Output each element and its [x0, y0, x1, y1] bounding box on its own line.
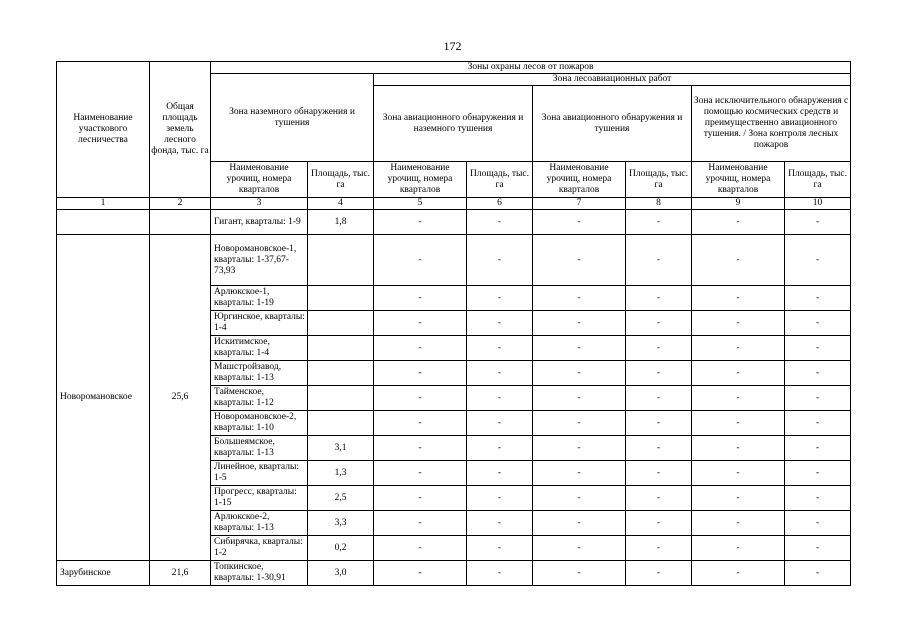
zone-value: - [785, 210, 851, 235]
zone-value: - [626, 411, 692, 436]
column-number: 5 [374, 198, 467, 210]
zone-value: - [533, 511, 626, 536]
zone-value: - [533, 311, 626, 336]
zone-value: - [533, 486, 626, 511]
zone-value: - [626, 386, 692, 411]
header-row-column-numbers [57, 198, 851, 210]
tract-name: Искитимское, кварталы: 1-4 [211, 336, 308, 361]
column-number: 7 [533, 198, 626, 210]
zone-value: - [626, 210, 692, 235]
zone-value: - [692, 361, 785, 386]
zone-value: - [692, 536, 785, 561]
zone-value: - [626, 561, 692, 586]
zone-value: - [626, 511, 692, 536]
zone-value: - [374, 235, 467, 286]
subheader-area: Площадь, тыс. га [785, 162, 851, 198]
header-district-name: Наименование участкового лесничества [57, 62, 150, 198]
zone-value: - [626, 361, 692, 386]
subheader-name: Наименование урочищ, номера кварталов [211, 162, 308, 198]
zone-value: - [533, 411, 626, 436]
tract-area: 2,5 [308, 486, 374, 511]
zone-value: - [374, 536, 467, 561]
header-zones-title: Зоны охраны лесов от пожаров [211, 62, 851, 74]
zone-value: - [467, 235, 533, 286]
tract-area [308, 235, 374, 286]
zone-value: - [374, 511, 467, 536]
tract-area [308, 286, 374, 311]
zone-value: - [374, 486, 467, 511]
zone-value: - [533, 461, 626, 486]
header-aviation-works-zone: Зона лесоавиационных работ [374, 74, 851, 86]
table-row [57, 561, 851, 586]
tract-area: 3,3 [308, 511, 374, 536]
tract-name: Юргинское, кварталы: 1-4 [211, 311, 308, 336]
tract-area [308, 386, 374, 411]
zone-value: - [785, 386, 851, 411]
zone-value: - [533, 386, 626, 411]
district-name [57, 210, 150, 235]
zone-value: - [533, 210, 626, 235]
zone-value: - [692, 210, 785, 235]
zone-value: - [626, 235, 692, 286]
zone-value: - [785, 286, 851, 311]
tract-area [308, 311, 374, 336]
tract-name: Машстройзавод, кварталы: 1-13 [211, 361, 308, 386]
district-name: Новоромановское [57, 235, 150, 561]
zone-value: - [692, 561, 785, 586]
forest-fire-zones-table [56, 61, 851, 586]
subheader-name: Наименование урочищ, номера кварталов [533, 162, 626, 198]
tract-area: 3,0 [308, 561, 374, 586]
zone-value: - [374, 386, 467, 411]
zone-value: - [785, 536, 851, 561]
zone-value: - [467, 361, 533, 386]
page-number: 172 [443, 39, 462, 53]
table-row [57, 210, 851, 235]
subheader-name: Наименование урочищ, номера кварталов [374, 162, 467, 198]
tract-area [308, 336, 374, 361]
zone-value: - [374, 286, 467, 311]
column-number: 4 [308, 198, 374, 210]
tract-name: Арлюкское-2, кварталы: 1-13 [211, 511, 308, 536]
zone-value: - [785, 561, 851, 586]
zone-value: - [692, 486, 785, 511]
column-number: 9 [692, 198, 785, 210]
tract-name: Тайменское, кварталы: 1-12 [211, 386, 308, 411]
header-space-zone: Зона исключительного обнаружения с помощью космических средств и преимущественно авиационного тушения. / Зона контроля лесных пожаров [692, 86, 851, 162]
zone-value: - [467, 311, 533, 336]
zone-value: - [533, 536, 626, 561]
zone-value: - [374, 336, 467, 361]
zone-value: - [374, 436, 467, 461]
subheader-name: Наименование урочищ, номера кварталов [692, 162, 785, 198]
zone-value: - [692, 511, 785, 536]
zone-value: - [374, 411, 467, 436]
zone-value: - [467, 386, 533, 411]
zone-value: - [533, 561, 626, 586]
zone-value: - [374, 561, 467, 586]
zone-value: - [692, 436, 785, 461]
zone-value: - [785, 411, 851, 436]
tract-name: Арлюкское-1, кварталы: 1-19 [211, 286, 308, 311]
zone-value: - [467, 286, 533, 311]
zone-value: - [467, 210, 533, 235]
zone-value: - [467, 436, 533, 461]
zone-value: - [692, 286, 785, 311]
zone-value: - [467, 561, 533, 586]
zone-value: - [374, 210, 467, 235]
zone-value: - [785, 461, 851, 486]
tract-name: Топкинское, кварталы: 1-30,91 [211, 561, 308, 586]
district-total-area: 21,6 [150, 561, 211, 586]
zone-value: - [785, 486, 851, 511]
zone-value: - [785, 235, 851, 286]
tract-name: Большеямское, кварталы: 1-13 [211, 436, 308, 461]
zone-value: - [626, 486, 692, 511]
tract-area: 0,2 [308, 536, 374, 561]
district-total-area [150, 210, 211, 235]
zone-value: - [533, 235, 626, 286]
zone-value: - [467, 461, 533, 486]
tract-area: 1,3 [308, 461, 374, 486]
zone-value: - [467, 511, 533, 536]
zone-value: - [626, 461, 692, 486]
header-ground-zone: Зона наземного обнаружения и тушения [211, 74, 374, 162]
subheader-area: Площадь, тыс. га [626, 162, 692, 198]
header-row-zones [57, 62, 851, 74]
tract-name: Гигант, кварталы: 1-9 [211, 210, 308, 235]
tract-name: Сибирячка, кварталы: 1-2 [211, 536, 308, 561]
zone-value: - [692, 411, 785, 436]
tract-area [308, 361, 374, 386]
zone-value: - [626, 536, 692, 561]
header-total-area: Общая площадь земель лесного фонда, тыс. га [150, 62, 211, 198]
zone-value: - [467, 411, 533, 436]
zone-value: - [374, 361, 467, 386]
column-number: 2 [150, 198, 211, 210]
zone-value: - [626, 286, 692, 311]
tract-area [308, 411, 374, 436]
zone-value: - [692, 311, 785, 336]
zone-value: - [467, 536, 533, 561]
zone-value: - [785, 311, 851, 336]
column-number: 1 [57, 198, 150, 210]
zone-value: - [626, 336, 692, 361]
table-row [57, 235, 851, 286]
zone-value: - [626, 436, 692, 461]
tract-area: 1,8 [308, 210, 374, 235]
tract-name: Линейное, кварталы: 1-5 [211, 461, 308, 486]
zone-value: - [467, 486, 533, 511]
column-number: 6 [467, 198, 533, 210]
tract-name: Новоромановское-2, кварталы: 1-10 [211, 411, 308, 436]
zone-value: - [692, 336, 785, 361]
zone-value: - [785, 336, 851, 361]
zone-value: - [467, 336, 533, 361]
tract-area: 3,1 [308, 436, 374, 461]
column-number: 3 [211, 198, 308, 210]
column-number: 8 [626, 198, 692, 210]
zone-value: - [785, 361, 851, 386]
zone-value: - [626, 311, 692, 336]
header-aviation-ground-zone: Зона авиационного обнаружения и наземного тушения [374, 86, 533, 162]
subheader-area: Площадь, тыс. га [308, 162, 374, 198]
zone-value: - [533, 436, 626, 461]
zone-value: - [533, 336, 626, 361]
tract-name: Прогресс, кварталы: 1-15 [211, 486, 308, 511]
zone-value: - [785, 511, 851, 536]
zone-value: - [692, 386, 785, 411]
column-number: 10 [785, 198, 851, 210]
header-aviation-zone: Зона авиационного обнаружения и тушения [533, 86, 692, 162]
zone-value: - [692, 235, 785, 286]
subheader-area: Площадь, тыс. га [467, 162, 533, 198]
zone-value: - [785, 436, 851, 461]
tract-name: Новоромановское-1, кварталы: 1-37,67-73,93 [211, 235, 308, 286]
zone-value: - [374, 461, 467, 486]
zone-value: - [692, 461, 785, 486]
zone-value: - [374, 311, 467, 336]
district-total-area: 25,6 [150, 235, 211, 561]
zone-value: - [533, 286, 626, 311]
district-name: Зарубинское [57, 561, 150, 586]
zone-value: - [533, 361, 626, 386]
